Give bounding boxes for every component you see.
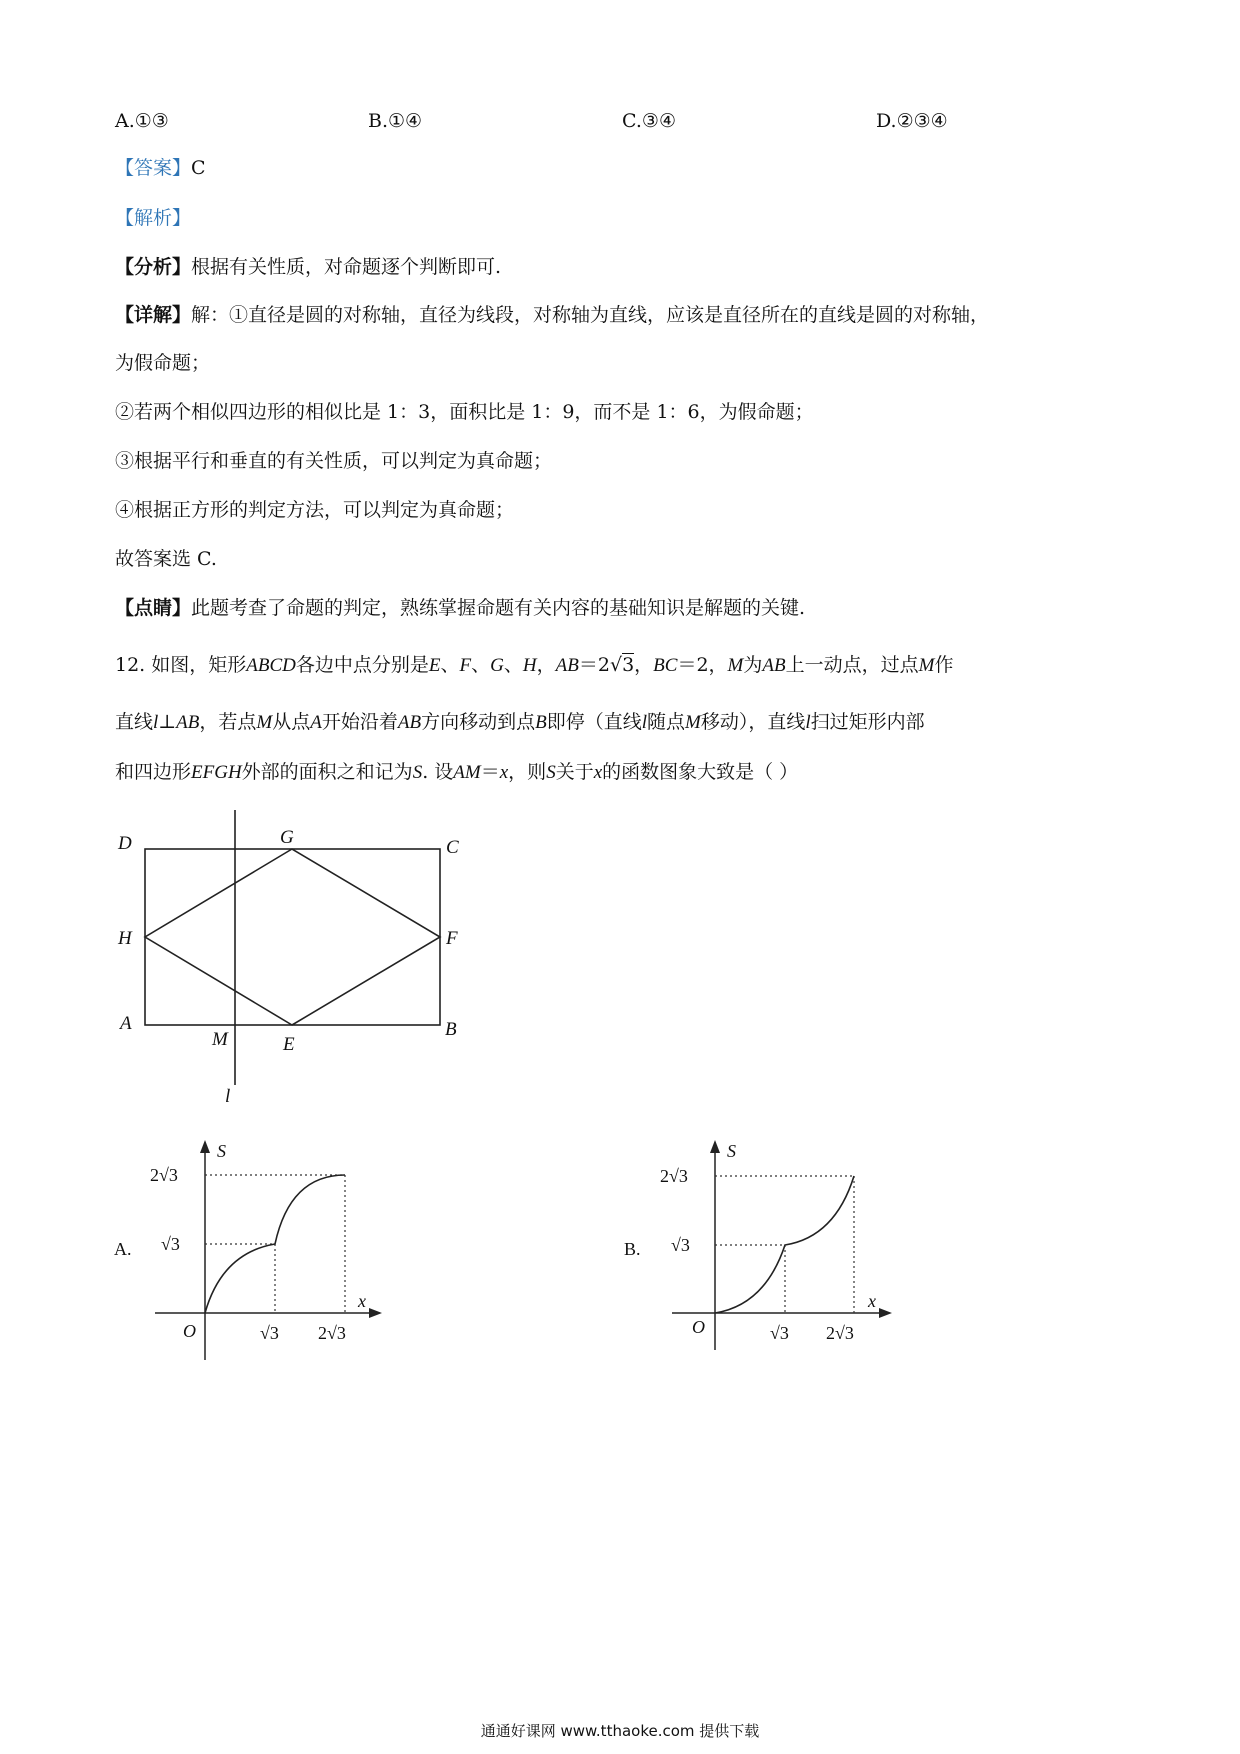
q12-line3: 和四边形EFGH外部的面积之和记为S. 设AM＝x，则S关于x的函数图象大致是（ ） bbox=[115, 761, 799, 783]
graph-b-x-label: x bbox=[868, 1291, 876, 1311]
graph-b-y-label: S bbox=[727, 1141, 736, 1161]
xiangjie-line3: ②若两个相似四边形的相似比是 1：3，面积比是 1：9，而不是 1：6，为假命题； bbox=[115, 401, 814, 423]
graph-option-a bbox=[110, 1135, 410, 1365]
label-g: G bbox=[280, 827, 294, 848]
graph-a-option-label: A. bbox=[114, 1239, 132, 1259]
graph-b-y-arrow-icon bbox=[710, 1140, 720, 1153]
option-a: A.①③ bbox=[115, 110, 169, 132]
page-footer: 通通好课网 www.tthaoke.com 提供下载 bbox=[480, 1722, 760, 1740]
rectangle-figure bbox=[100, 805, 480, 1105]
q12-line2: 直线l⊥AB，若点M从点A开始沿着AB方向移动到点B即停（直线l随点M移动），直线l扫过矩形内部 bbox=[115, 711, 925, 733]
sqrt-radicand: 3 bbox=[622, 654, 635, 676]
fenxi-line: 【分析】根据有关性质，对命题逐个判断即可. bbox=[115, 256, 502, 278]
label-a: A bbox=[120, 1013, 132, 1034]
graph-b-origin: O bbox=[692, 1317, 705, 1337]
rectangle-abcd bbox=[145, 849, 440, 1025]
label-h: H bbox=[118, 928, 132, 949]
graph-a-y-label: S bbox=[217, 1141, 226, 1161]
analysis-tag: 【解析】 bbox=[115, 207, 192, 229]
graph-a-x-label: x bbox=[358, 1291, 366, 1311]
graph-a-xtick-2sqrt3: 2√3 bbox=[318, 1323, 346, 1343]
quadrilateral-efgh bbox=[145, 849, 440, 1025]
graph-a-xtick-sqrt3: √3 bbox=[260, 1323, 279, 1343]
answer-line bbox=[115, 155, 206, 181]
graph-a-ytick-2sqrt3: 2√3 bbox=[150, 1165, 178, 1185]
answer-value: C bbox=[191, 157, 206, 179]
dianjing-line: 【点睛】此题考查了命题的判定，熟练掌握命题有关内容的基础知识是解题的关键. bbox=[115, 597, 806, 619]
graph-b-ytick-2sqrt3: 2√3 bbox=[660, 1166, 688, 1186]
graph-b-xtick-2sqrt3: 2√3 bbox=[826, 1323, 854, 1343]
xiangjie-line1: 【详解】解：①直径是圆的对称轴，直径为线段，对称轴为直线，应该是直径所在的直线是圆的对称轴， bbox=[115, 304, 990, 326]
sqrt-sign: √ bbox=[609, 654, 623, 676]
graph-b-x-arrow-icon bbox=[879, 1308, 892, 1318]
label-c: C bbox=[446, 837, 459, 858]
graph-a-origin: O bbox=[183, 1321, 196, 1341]
label-l: l bbox=[225, 1086, 231, 1105]
q12-line1: 12. 如图，矩形ABCD各边中点分别是E、F、G、H，AB＝2√3，BC＝2，M为AB上一动点，过点M作 bbox=[115, 654, 954, 676]
xiangjie-line5: ④根据正方形的判定方法，可以判定为真命题； bbox=[115, 499, 515, 521]
answer-tag: 【答案】 bbox=[115, 157, 192, 179]
label-b: B bbox=[445, 1019, 457, 1040]
graph-a-y-arrow-icon bbox=[200, 1140, 210, 1153]
graph-b-xtick-sqrt3: √3 bbox=[770, 1323, 789, 1343]
graph-b-option-label: B. bbox=[624, 1239, 641, 1259]
xiangjie-line4: ③根据平行和垂直的有关性质，可以判定为真命题； bbox=[115, 450, 553, 472]
option-c: C.③④ bbox=[622, 110, 676, 132]
xiangjie-line6: 故答案选 C. bbox=[115, 548, 217, 570]
label-d: D bbox=[118, 833, 132, 854]
graph-b-ytick-sqrt3: √3 bbox=[671, 1235, 690, 1255]
graph-a-ytick-sqrt3: √3 bbox=[161, 1234, 180, 1254]
label-m: M bbox=[212, 1029, 228, 1050]
graph-a-x-arrow-icon bbox=[369, 1308, 382, 1318]
option-b: B.①④ bbox=[368, 110, 423, 132]
xiangjie-line2: 为假命题； bbox=[115, 352, 211, 374]
graph-option-b bbox=[620, 1135, 920, 1365]
option-d: D.②③④ bbox=[876, 110, 948, 132]
label-e: E bbox=[283, 1034, 295, 1055]
label-f: F bbox=[446, 928, 458, 949]
